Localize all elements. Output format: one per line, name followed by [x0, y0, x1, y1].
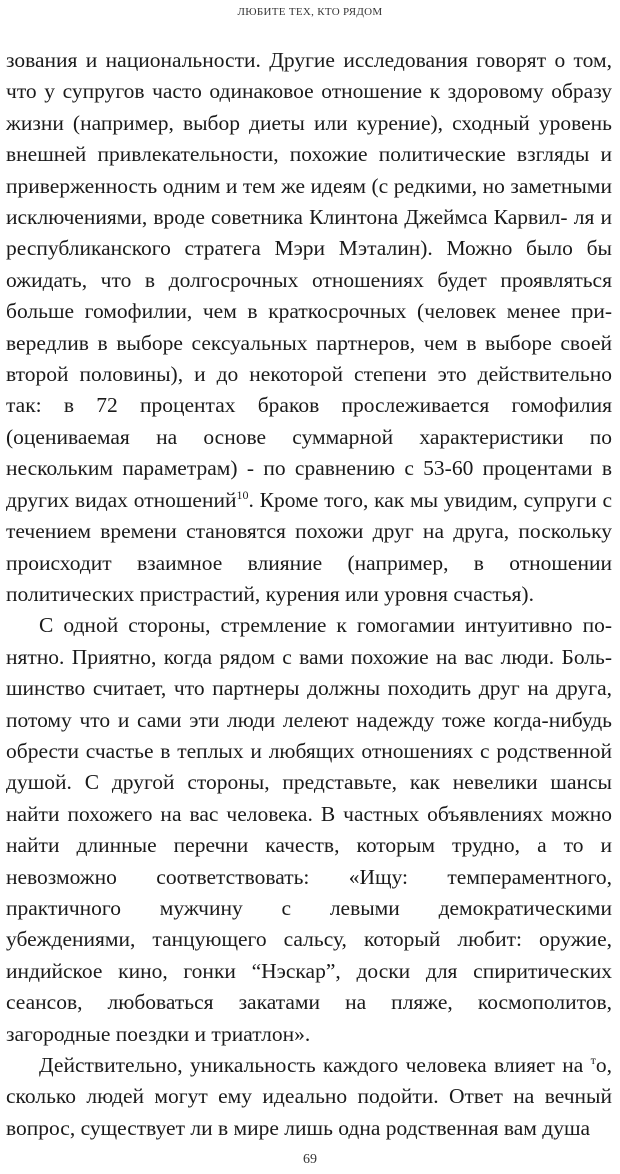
paragraph-3-text-b: о, сколько людей могут ему идеально подойти. Ответ на вечный вопрос, существует ли в мире лишь одна родственная вам душа [6, 1053, 612, 1140]
paragraph-3 [6, 1050, 612, 1144]
page-number: 69 [303, 1152, 317, 1167]
body-text [6, 45, 612, 1144]
paragraph-1-text: зования и национальности. Другие исследования говорят о том, что у супругов часто одинаковое отношение к здоровому образу жизни (например, выбор диеты или курение), сходный уровень внешней привлекательности, похожие политические взгляды и приверженность одним и тем же идеям (с редкими, но заметными исключениями, вроде советника Клинтона Джеймса Карвил- ля и республиканского стратега Мэри Мэталин). Можно было бы ожидать, что в долгосрочных отношениях будет проявляться больше гомофилии, чем в краткосрочных (человек менее при- вередлив в выборе сексуальных партнеров, чем в выборе своей второй половины), и до некоторой степени это действительно так: в 72 процентах браков прослеживается гомофилия (оцениваемая на основе суммарной характеристики по нескольким параметрам) - по сравнению с 53-60 процентами в других видах отношений [6, 48, 612, 512]
running-head: ЛЮБИТЕ ТЕХ, КТО РЯДОМ [237, 6, 383, 18]
paragraph-1-tail: . Кроме того, как мы увидим, супруги с течением времени становятся похожи друг на друга, поскольку происходит взаимное влияние (например, в отношении политических пристрастий, курения или уровня счастья). [6, 487, 612, 606]
paragraph-1 [6, 45, 612, 610]
paragraph-3-text-a: Действительно, уникальность каждого человека влияет на [39, 1053, 591, 1077]
footnote-ref[interactable]: 10 [236, 487, 249, 502]
paragraph-2: С одной стороны, стремление к гомогамии интуитивно по- нятно. Приятно, когда рядом с вами похожие на вас люди. Боль- шинство считает, что партнеры должны походить друг на друга, потому что и сами эти люди лелеют надежду тоже когда-нибудь обрести счастье в теплых и любящих отношениях с родственной душой. С другой стороны, представьте, как невелики шансы найти похожего на вас человека. В частных объявлениях можно найти длинные перечни качеств, которым трудно, а то и невозможно соответствовать: «Ищу: темпераментного, практичного мужчину с левыми демократическими убеждениями, танцующего сальсу, который любит: оружие, индийское кино, гонки “Нэскар”, доски для спиритических сеансов, любоваться закатами на пляже, космополитов, загородные поездки и триатлон». [6, 613, 612, 1046]
stray-superscript: т [590, 1053, 596, 1067]
